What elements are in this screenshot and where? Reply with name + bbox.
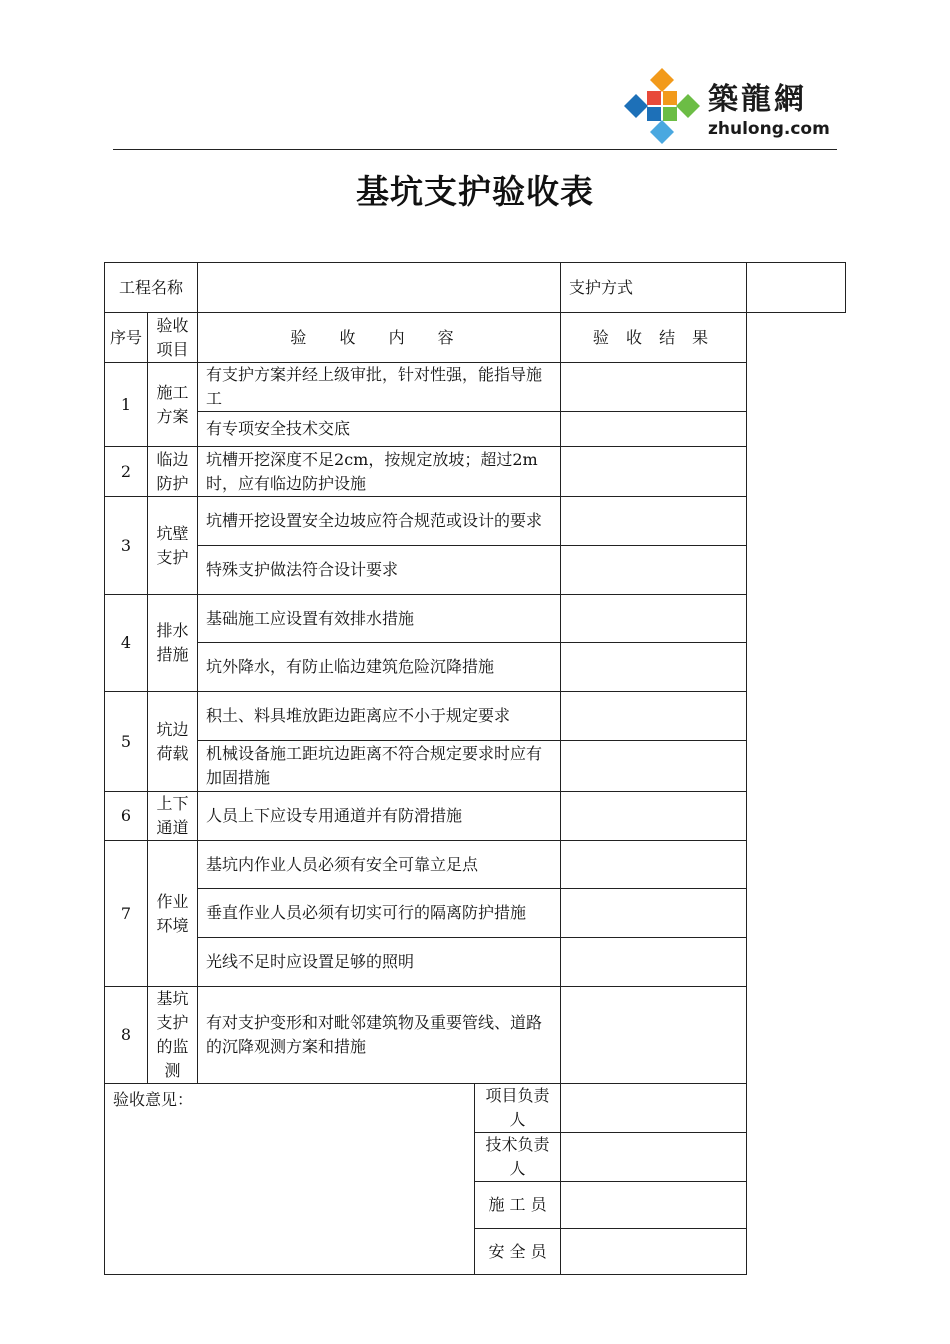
row-content: 机械设备施工距坑边距离不符合规定要求时应有加固措施 [198, 741, 561, 792]
result-cell[interactable] [561, 497, 747, 546]
row-item: 坑壁支护 [148, 497, 198, 595]
row-number: 6 [105, 792, 148, 841]
table-row [105, 412, 846, 447]
row-item: 排水措施 [148, 595, 198, 692]
row-number: 2 [105, 447, 148, 497]
row-number: 4 [105, 595, 148, 692]
result-cell[interactable] [561, 447, 747, 497]
page-title: 基坑支护验收表 [356, 172, 594, 211]
support-method-value[interactable] [747, 263, 846, 313]
header-row [105, 263, 846, 313]
row-content: 有专项安全技术交底 [198, 412, 561, 447]
row-number: 3 [105, 497, 148, 595]
row-number: 8 [105, 987, 148, 1084]
table-row [105, 447, 846, 497]
item-header: 验收项目 [148, 313, 198, 363]
row-content: 积土、料具堆放距边距离应不小于规定要求 [198, 692, 561, 741]
result-cell[interactable] [561, 987, 747, 1084]
result-cell[interactable] [561, 792, 747, 841]
constructor-signature[interactable] [561, 1182, 747, 1229]
row-content: 有对支护变形和对毗邻建筑物及重要管线、道路的沉降观测方案和措施 [198, 987, 561, 1084]
logo-square-3 [647, 107, 661, 121]
table-row [105, 363, 846, 412]
acceptance-opinion-area[interactable] [105, 1084, 475, 1275]
logo-square-1 [647, 91, 661, 105]
row-content: 坑槽开挖设置安全边坡应符合规范或设计的要求 [198, 497, 561, 546]
table-row [105, 889, 846, 938]
logo-text-domain: zhulong.com [708, 119, 830, 139]
signer-row [105, 1084, 846, 1133]
acceptance-opinion-label: 验收意见： [113, 1090, 194, 1109]
technical-leader-signature[interactable] [561, 1133, 747, 1182]
safety-officer-signature[interactable] [561, 1229, 747, 1275]
logo-text-cn: 築龍網 [708, 82, 807, 117]
result-cell[interactable] [561, 692, 747, 741]
project-name-value[interactable] [198, 263, 561, 313]
row-item: 施工方案 [148, 363, 198, 447]
row-content: 坑槽开挖深度不足2cm，按规定放坡；超过2m时，应有临边防护设施 [198, 447, 561, 497]
safety-officer-label: 安 全 员 [475, 1229, 561, 1275]
logo-square-2 [663, 91, 677, 105]
seq-header: 序号 [105, 313, 148, 363]
logo-diamond-right [676, 94, 700, 118]
row-item: 坑边荷载 [148, 692, 198, 792]
constructor-label: 施 工 员 [475, 1182, 561, 1229]
result-cell[interactable] [561, 412, 747, 447]
table-row [105, 497, 846, 546]
project-leader-signature[interactable] [561, 1084, 747, 1133]
header-divider [113, 149, 837, 150]
project-name-label: 工程名称 [105, 263, 198, 313]
row-content: 基础施工应设置有效排水措施 [198, 595, 561, 643]
row-content: 光线不足时应设置足够的照明 [198, 938, 561, 987]
row-item: 基坑支护的监测 [148, 987, 198, 1084]
logo-square-4 [663, 107, 677, 121]
row-content: 基坑内作业人员必须有安全可靠立足点 [198, 841, 561, 889]
result-cell[interactable] [561, 546, 747, 595]
row-item: 作业环境 [148, 841, 198, 987]
result-cell[interactable] [561, 363, 747, 412]
result-header: 验 收 结 果 [561, 313, 747, 363]
row-content: 垂直作业人员必须有切实可行的隔离防护措施 [198, 889, 561, 938]
result-cell[interactable] [561, 889, 747, 938]
project-leader-label: 项目负责人 [475, 1084, 561, 1133]
result-cell[interactable] [561, 741, 747, 792]
technical-leader-label: 技术负责人 [475, 1133, 561, 1182]
support-method-label: 支护方式 [561, 263, 747, 313]
row-item: 上下通道 [148, 792, 198, 841]
table-row [105, 841, 846, 889]
zhulong-logo-icon [622, 66, 702, 146]
table-row [105, 938, 846, 987]
table-row [105, 987, 846, 1084]
table-row [105, 692, 846, 741]
result-cell[interactable] [561, 643, 747, 692]
inspection-table [104, 262, 846, 1275]
column-header-row [105, 313, 846, 363]
zhulong-logo[interactable] [622, 66, 836, 146]
logo-diamond-top [650, 68, 674, 92]
result-cell[interactable] [561, 938, 747, 987]
table-row [105, 643, 846, 692]
row-content: 有支护方案并经上级审批，针对性强，能指导施工 [198, 363, 561, 412]
row-number: 1 [105, 363, 148, 447]
logo-diamond-left [624, 94, 648, 118]
table-row [105, 595, 846, 643]
row-item: 临边防护 [148, 447, 198, 497]
row-content: 人员上下应设专用通道并有防滑措施 [198, 792, 561, 841]
row-content: 特殊支护做法符合设计要求 [198, 546, 561, 595]
result-cell[interactable] [561, 841, 747, 889]
result-cell[interactable] [561, 595, 747, 643]
row-number: 7 [105, 841, 148, 987]
table-row [105, 546, 846, 595]
table-row [105, 741, 846, 792]
content-header: 验 收 内 容 [198, 313, 561, 363]
logo-diamond-bottom [650, 120, 674, 144]
row-number: 5 [105, 692, 148, 792]
row-content: 坑外降水，有防止临边建筑危险沉降措施 [198, 643, 561, 692]
table-row [105, 792, 846, 841]
